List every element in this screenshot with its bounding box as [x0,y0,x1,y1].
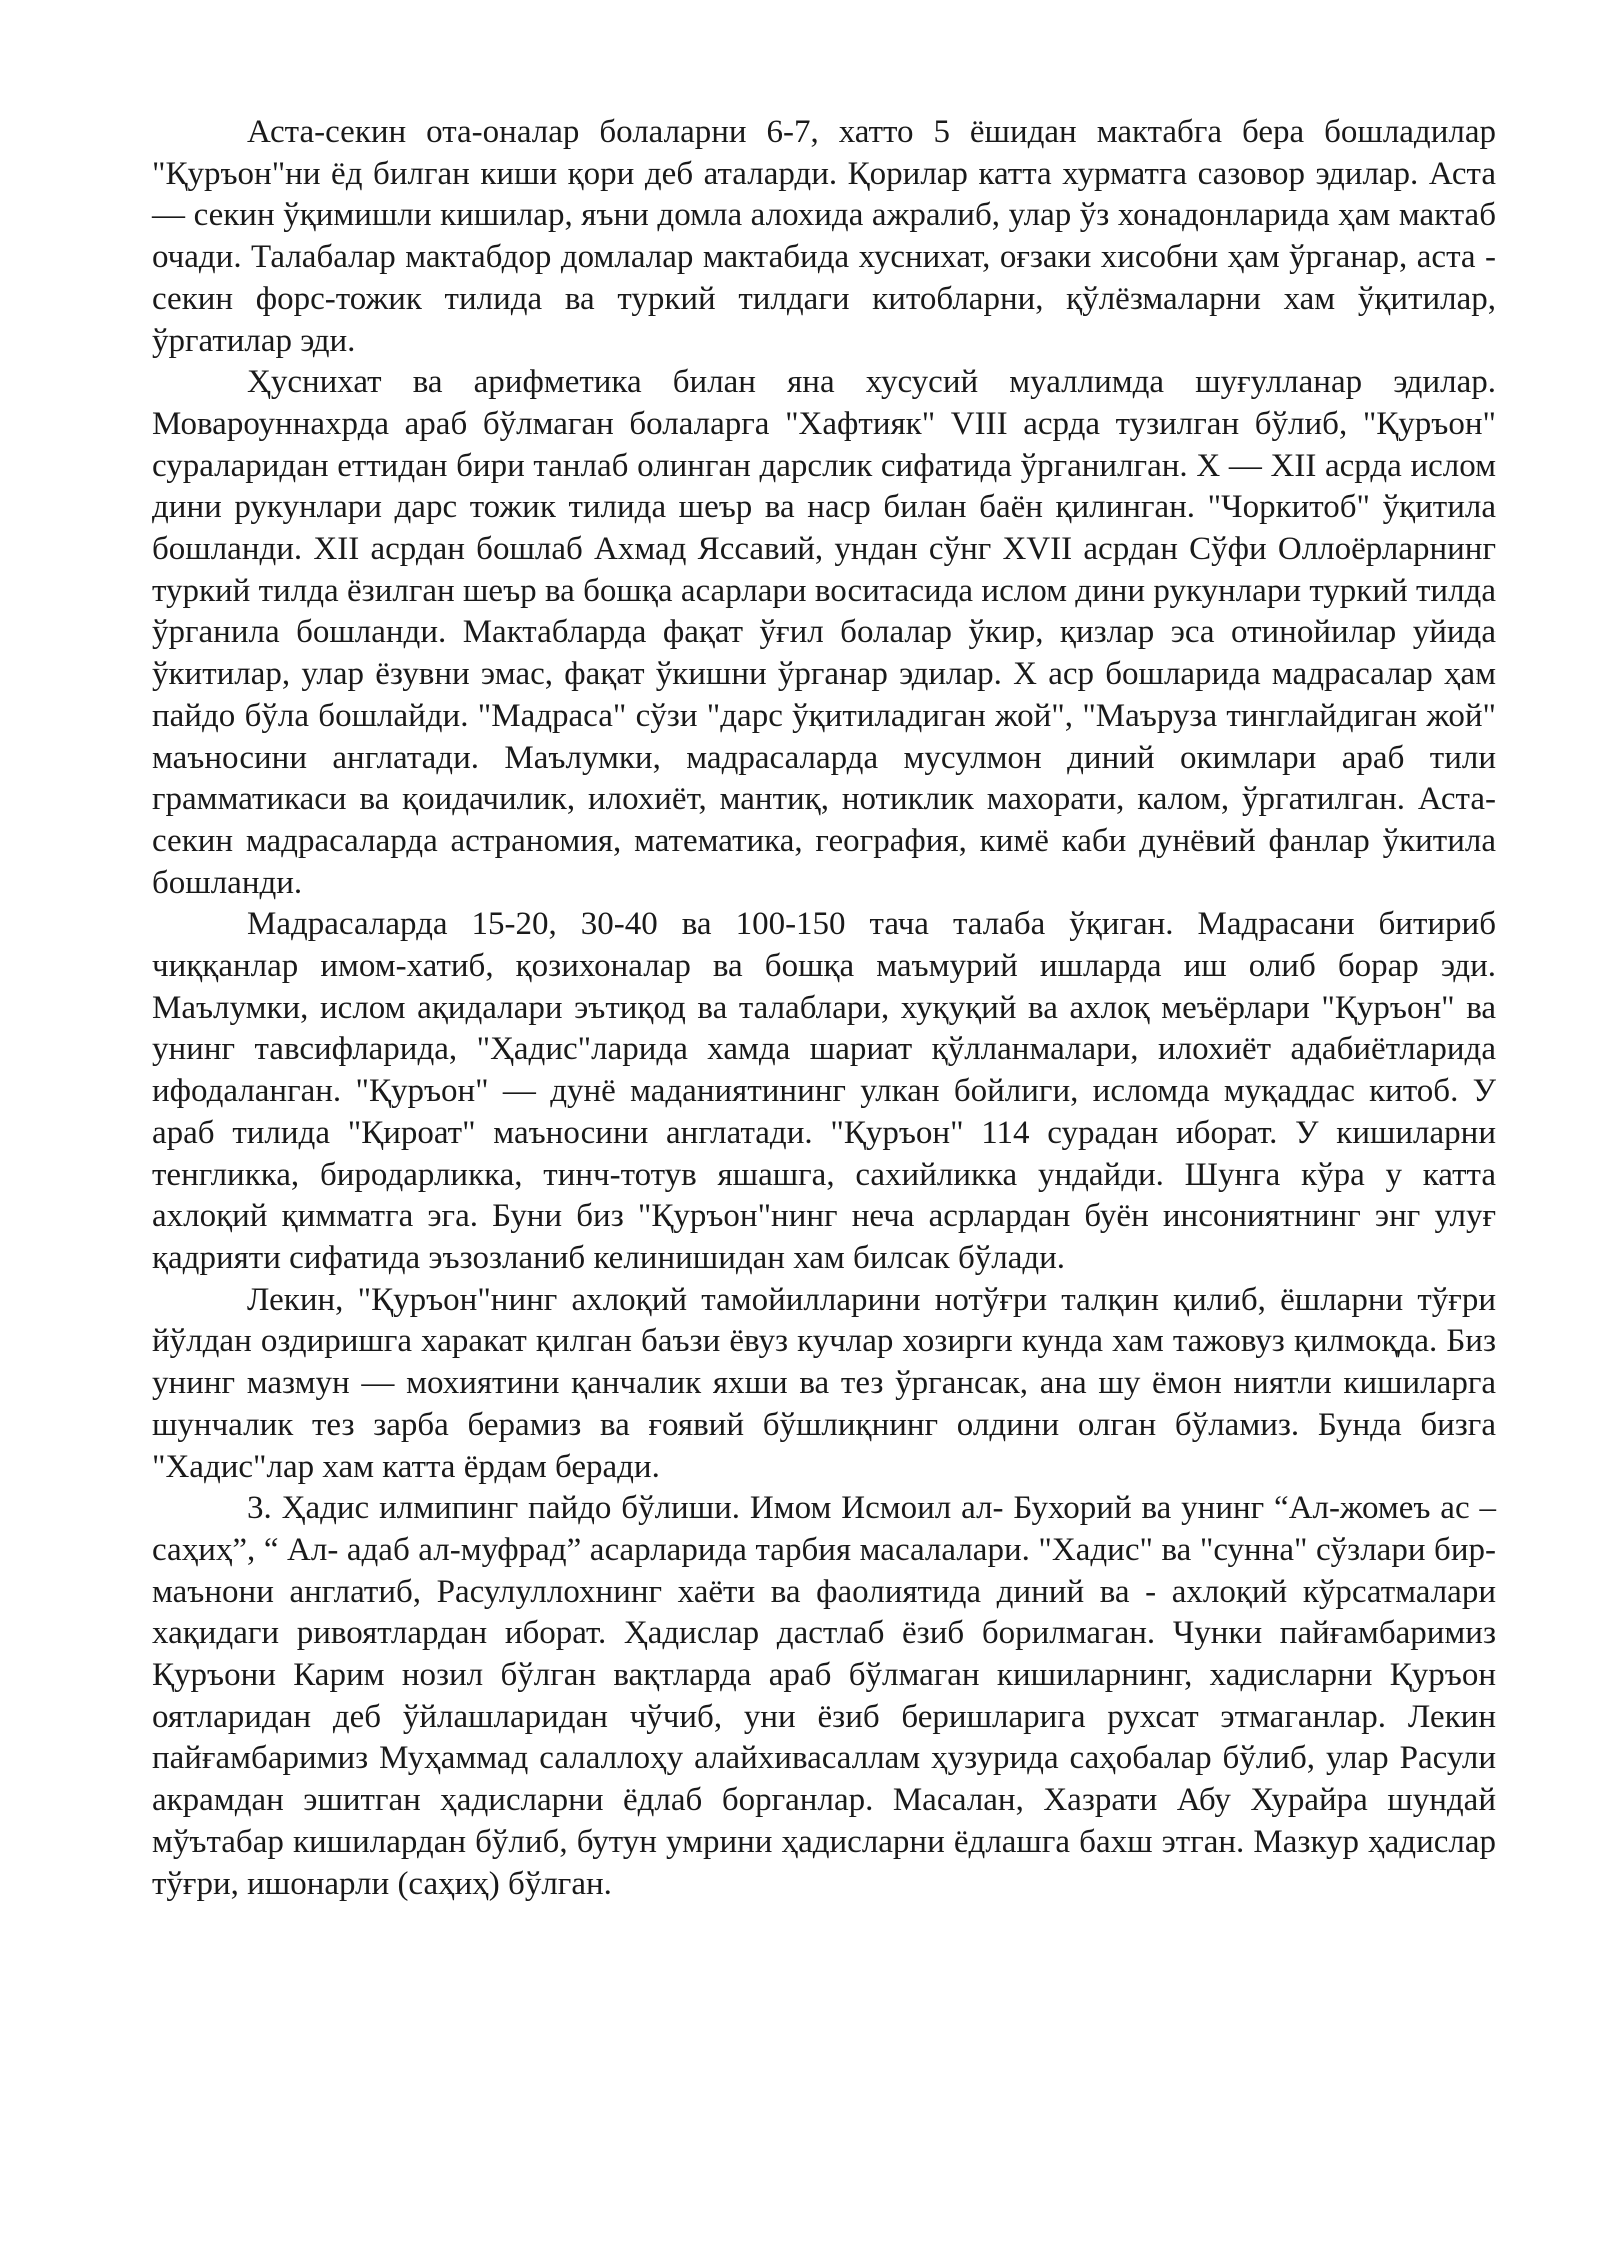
paragraph-1: Аста-секин ота-оналар болаларни 6-7, хатто 5 ёшидан мактабга бера бошладилар "Қуръон"ни ёд билган киши қори деб аталарди. Қорилар катта хурматга сазовор эдилар. Аста — секин ўқимишли кишилар, яъни домла алохида ажралиб, улар ўз хонадонларида ҳам мактаб очади. Талабалар мактабдор домлалар мактабида хуснихат, оғзаки хисобни ҳам ўрганар, аста - секин форс-тожик тилида ва туркий тилдаги китобларни, қўлёзмаларни хам ўқитилар, ўргатилар эди. [152,114,1496,359]
paragraph-3: Мадрасаларда 15-20, 30-40 ва 100-150 тача талаба ўқиган. Мадрасани битириб чиққанлар имом-хатиб, қозихоналар ва бошқа маъмурий ишларда иш олиб борар эди. Маълумки, ислом ақидалари эътиқод ва талаблари, хуқуқий ва ахлоқ меъёрлари "Қуръон" ва унинг тавсифларида, "Ҳадис"ларида хамда шариат қўлланмалари, илохиёт адабиётларида ифодаланган. "Қуръон" — дунё маданиятининг улкан бойлиги, исломда муқаддас китоб. У араб тилида "Қироат" маъносини англатади. "Қуръон" 114 сурадан иборат. У кишиларни тенгликка, биродарликка, тинч-тотув яшашга, сахийликка ундайди. Шунга кўра у катта ахлоқий қимматга эга. Буни биз "Қуръон"нинг неча асрлардан буён инсониятнинг энг улуғ қадрияти сифатида эъзозланиб келинишидан хам билсак бўлади. [152,906,1496,1276]
body-text [152,112,1496,1905]
paragraph-5-section-heading: 3. Ҳадис илмипинг пайдо бўлиши. Имом Исмоил ал- Бухорий ва унинг “Ал-жомеъ ас – саҳиҳ”, “ Ал- адаб ал-муфрад” асарларида тарбия масалалари. "Хадис" ва "сунна" сўзлари бир- маънони англатиб, Расулуллохнинг хаёти ва фаолиятида диний ва - ахлоқий кўрсатмалари хақидаги ривоятлардан иборат. Ҳадислар дастлаб ёзиб борилмаган. Чунки пайғамбаримиз Қуръони Карим нозил бўлган вақтларда араб бўлмаган кишиларнинг, хадисларни Қуръон оятларидан деб ўйлашларидан чўчиб, уни ёзиб беришларига рухсат этмаганлар. Лекин пайғамбаримиз Муҳаммад салаллоҳу алайхивасаллам ҳузурида саҳобалар бўлиб, улар Расули акрамдан эшитган ҳадисларни ёдлаб борганлар. Масалан, Хазрати Абу Хурайра шундай мўътабар кишилардан бўлиб, бутун умрини ҳадисларни ёдлашга бахш этган. Мазкур ҳадислар тўғри, ишонарли (саҳиҳ) бўлган. [152,1490,1496,1902]
paragraph-4: Лекин, "Қуръон"нинг ахлоқий тамойилларини нотўғри талқин қилиб, ёшларни тўғри йўлдан оздиришга харакат қилган баъзи ёвуз кучлар хозирги кунда хам тажовуз қилмоқда. Биз унинг мазмун — мохиятини қанчалик яхши ва тез ўргансак, ана шу ёмон ниятли кишиларга шунчалик тез зарба берамиз ва ғоявий бўшлиқнинг олдини олган бўламиз. Бунда бизга "Хадис"лар хам катта ёрдам беради. [152,1281,1496,1485]
paragraph-2: Ҳуснихат ва арифметика билан яна хусусий муаллимда шуғулланар эдилар. Мовароуннахрда араб бўлмаган болаларга "Хафтияк" VIII асрда тузилган бўлиб, "Қуръон" сураларидан еттидан бири танлаб олинган дарслик сифатида ўрганилган. X — XII асрда ислом дини рукунлари дарс тожик тилида шеър ва наср билан баён қилинган. "Чоркитоб" ўқитила бошланди. XII асрдан бошлаб Ахмад Яссавий, ундан сўнг XVII асрдан Сўфи Оллоёрларнинг туркий тилда ёзилган шеър ва бошқа асарлари воситасида ислом дини рукунлари туркий тилда ўрганила бошланди. Мактабларда фақат ўғил болалар ўкир, қизлар эса отинойилар уйида ўкитилар, улар ёзувни эмас, фақат ўкишни ўрганар эдилар. X аср бошларида мадрасалар ҳам пайдо бўла бошлайди. "Мадраса" сўзи "дарс ўқитиладиган жой", "Маъруза тинглайдиган жой" маъносини англатади. Маълумки, мадрасаларда мусулмон диний окимлари араб тили грамматикаси ва қоидачилик, илохиёт, мантиқ, нотиклик махорати, калом, ўргатилган. Аста-секин мадрасаларда астраномия, математика, география, кимё каби дунёвий фанлар ўкитила бошланди. [152,364,1496,901]
